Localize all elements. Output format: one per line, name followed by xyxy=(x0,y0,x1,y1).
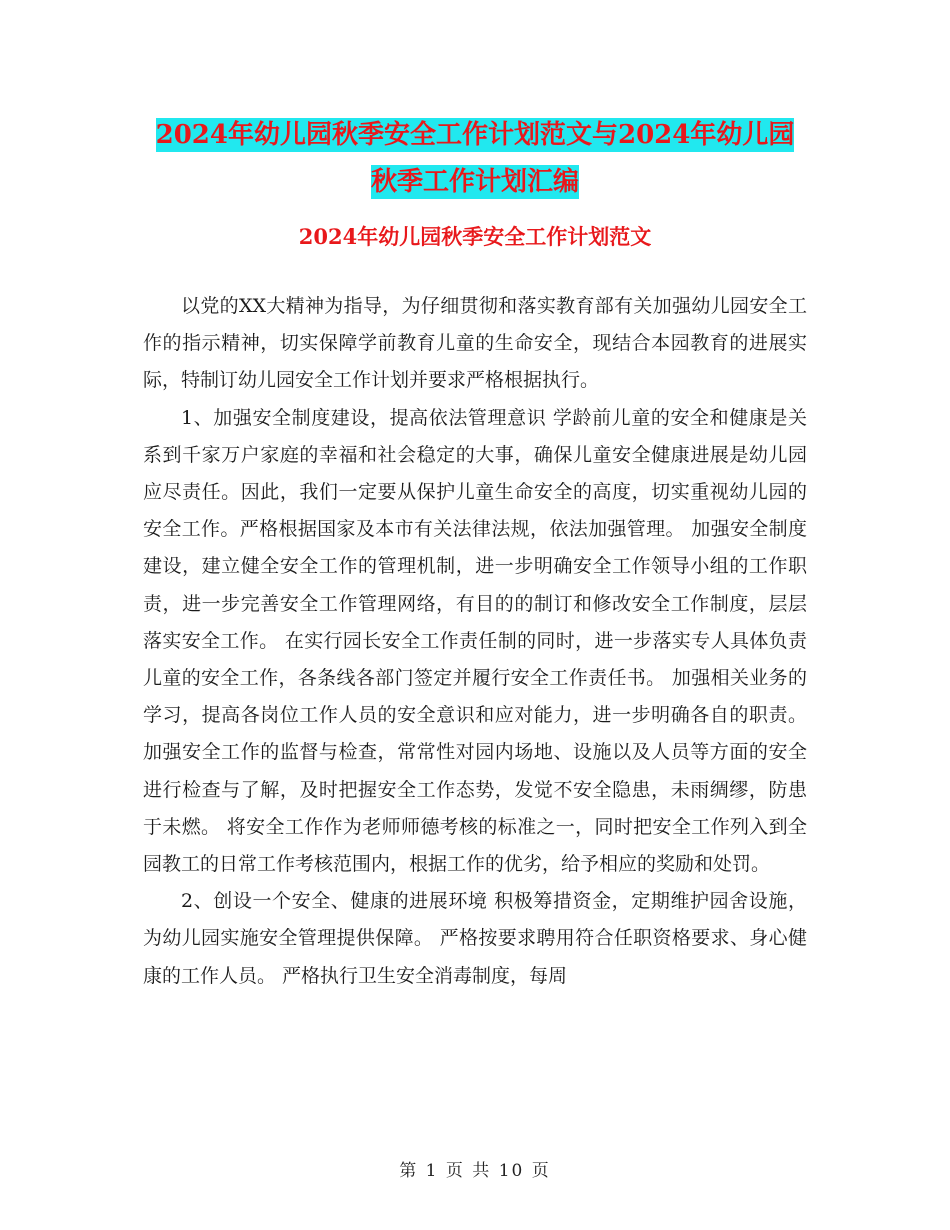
document-body xyxy=(143,288,807,995)
paragraph-1: 1、加强安全制度建设，提高依法管理意识 学龄前儿童的安全和健康是关系到千家万户家庭的幸福和社会稳定的大事，确保儿童安全健康进展是幼儿园应尽责任。因此，我们一定要从保护儿童生命安全的高度，切实重视幼儿园的安全工作。严格根据国家及本市有关法律法规，依法加强管理。 加强安全制度建设，建立健全安全工作的管理机制，进一步明确安全工作领导小组的工作职责，进一步完善安全工作管理网络，有目的的制订和修改安全工作制度，层层落实安全工作。 在实行园长安全工作责任制的同时，进一步落实专人具体负责儿童的安全工作，各条线各部门签定并履行安全工作责任书。 加强相关业务的学习，提高各岗位工作人员的安全意识和应对能力，进一步明确各自的职责。 加强安全工作的监督与检查，常常性对园内场地、设施以及人员等方面的安全进行检查与了解，及时把握安全工作态势，发觉不安全隐患，未雨绸缪，防患于未燃。 将安全工作作为老师师德考核的标准之一，同时把安全工作列入到全园教工的日常工作考核范围内，根据工作的优劣，给予相应的奖励和处罚。 xyxy=(143,406,807,876)
document-title-line2: 秋季工作计划汇编 xyxy=(370,167,579,197)
paragraph-2: 2、创设一个安全、健康的进展环境 积极筹措资金，定期维护园舍设施，为幼儿园实施安全管理提供保障。 严格按要求聘用符合任职资格要求、身心健康的工作人员。 严格执行卫生安全消毒制度，每周 xyxy=(143,890,807,987)
section-heading: 2024年幼儿园秋季安全工作计划范文 xyxy=(298,224,652,249)
document-title xyxy=(140,112,810,206)
page-footer: 第 1 页 共 10 页 xyxy=(399,1161,551,1181)
paragraph-intro: 以党的XX大精神为指导，为仔细贯彻和落实教育部有关加强幼儿园安全工作的指示精神，切实保障学前教育儿童的生命安全，现结合本园教育的进展实际，特制订幼儿园安全工作计划并要求严格根据执行。 xyxy=(143,295,807,392)
document-title-line1: 2024年幼儿园秋季安全工作计划范文与2024年幼儿园 xyxy=(155,120,795,150)
